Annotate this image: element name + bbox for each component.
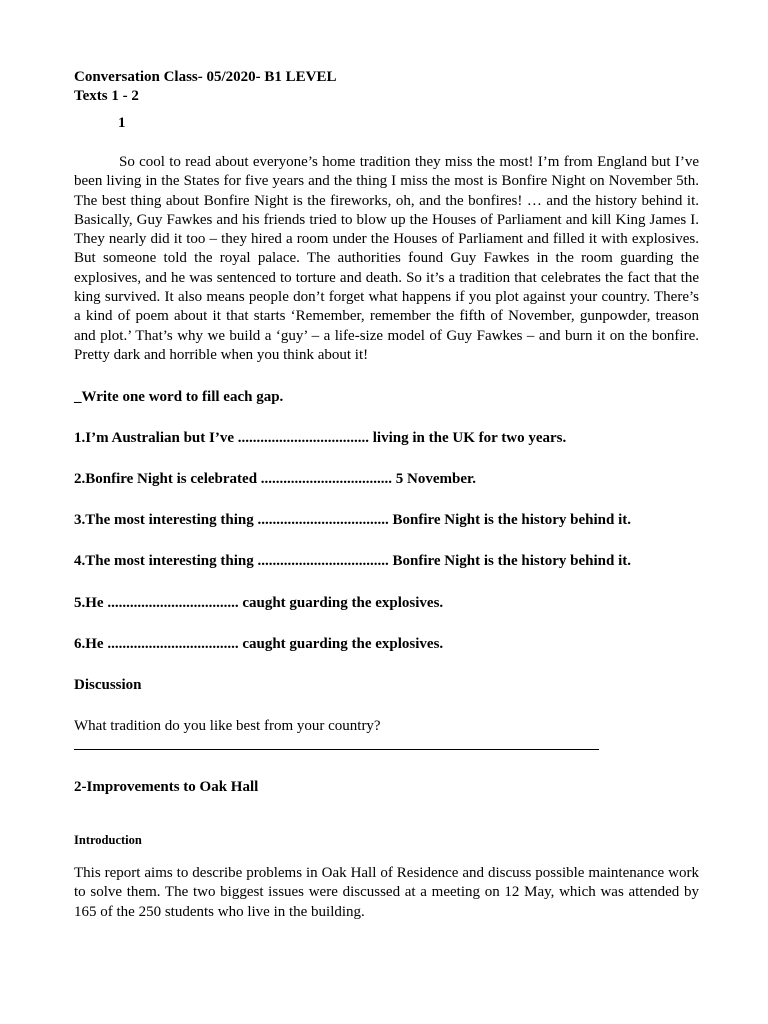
introduction-text: This report aims to describe problems in Oak Hall of Residence and discuss possible maintenance work to solve them. The two biggest issues were discussed at a meeting on 12 May, which was attended by 165 of the 250 students who live in the building. [74,865,699,920]
exercise-item-3: 3.The most interesting thing ................................... Bonfire Night is the history behind it. [74,512,631,528]
document-title: Conversation Class- 05/2020- B1 LEVEL [74,69,337,85]
section-number: 1 [118,115,126,131]
discussion-heading: Discussion [74,677,142,693]
introduction-heading: Introduction [74,833,142,847]
section2-heading: 2-Improvements to Oak Hall [74,779,259,795]
exercise-instruction: _Write one word to fill each gap. [74,389,284,405]
exercise-item-6: 6.He ................................... caught guarding the explosives. [74,636,444,652]
discussion-question: What tradition do you like best from your country? [74,718,381,734]
exercise-item-4: 4.The most interesting thing ................................... Bonfire Night is the history behind it. [74,553,631,569]
reading-text: So cool to read about everyone’s home tradition they miss the most! I’m from England but I’ve been living in the States for five years and the thing I miss the most is Bonfire Night on November 5th. The best thing about Bonfire Night is the fireworks, oh, and the bonfires! … and the history behind it. Basically, Guy Fawkes and his friends tried to blow up the Houses of Parliament and kill King James I. They nearly did it too – they hired a room under the Houses of Parliament and filled it with explosives. But someone told the royal palace. The authorities found Guy Fawkes in the room guarding the explosives, and he was sentenced to torture and death. So it’s a tradition that celebrates the fact that the king survived. It also means people don’t forget what happens if you plot against your country. There’s a kind of poem about it that starts ‘Remember, remember the fifth of November, gunpowder, treason and plot.’ That’s why we build a ‘guy’ – a life-size model of Guy Fawkes – and burn it on the bonfire. Pretty dark and horrible when you think about it! [74,154,699,363]
answer-line [74,749,599,750]
document-subtitle: Texts 1 - 2 [74,88,139,104]
exercise-item-2: 2.Bonfire Night is celebrated ................................... 5 November. [74,471,477,487]
exercise-item-1: 1.I’m Australian but I’ve ................................... living in the UK for two years. [74,430,567,446]
exercise-item-5: 5.He ................................... caught guarding the explosives. [74,595,444,611]
